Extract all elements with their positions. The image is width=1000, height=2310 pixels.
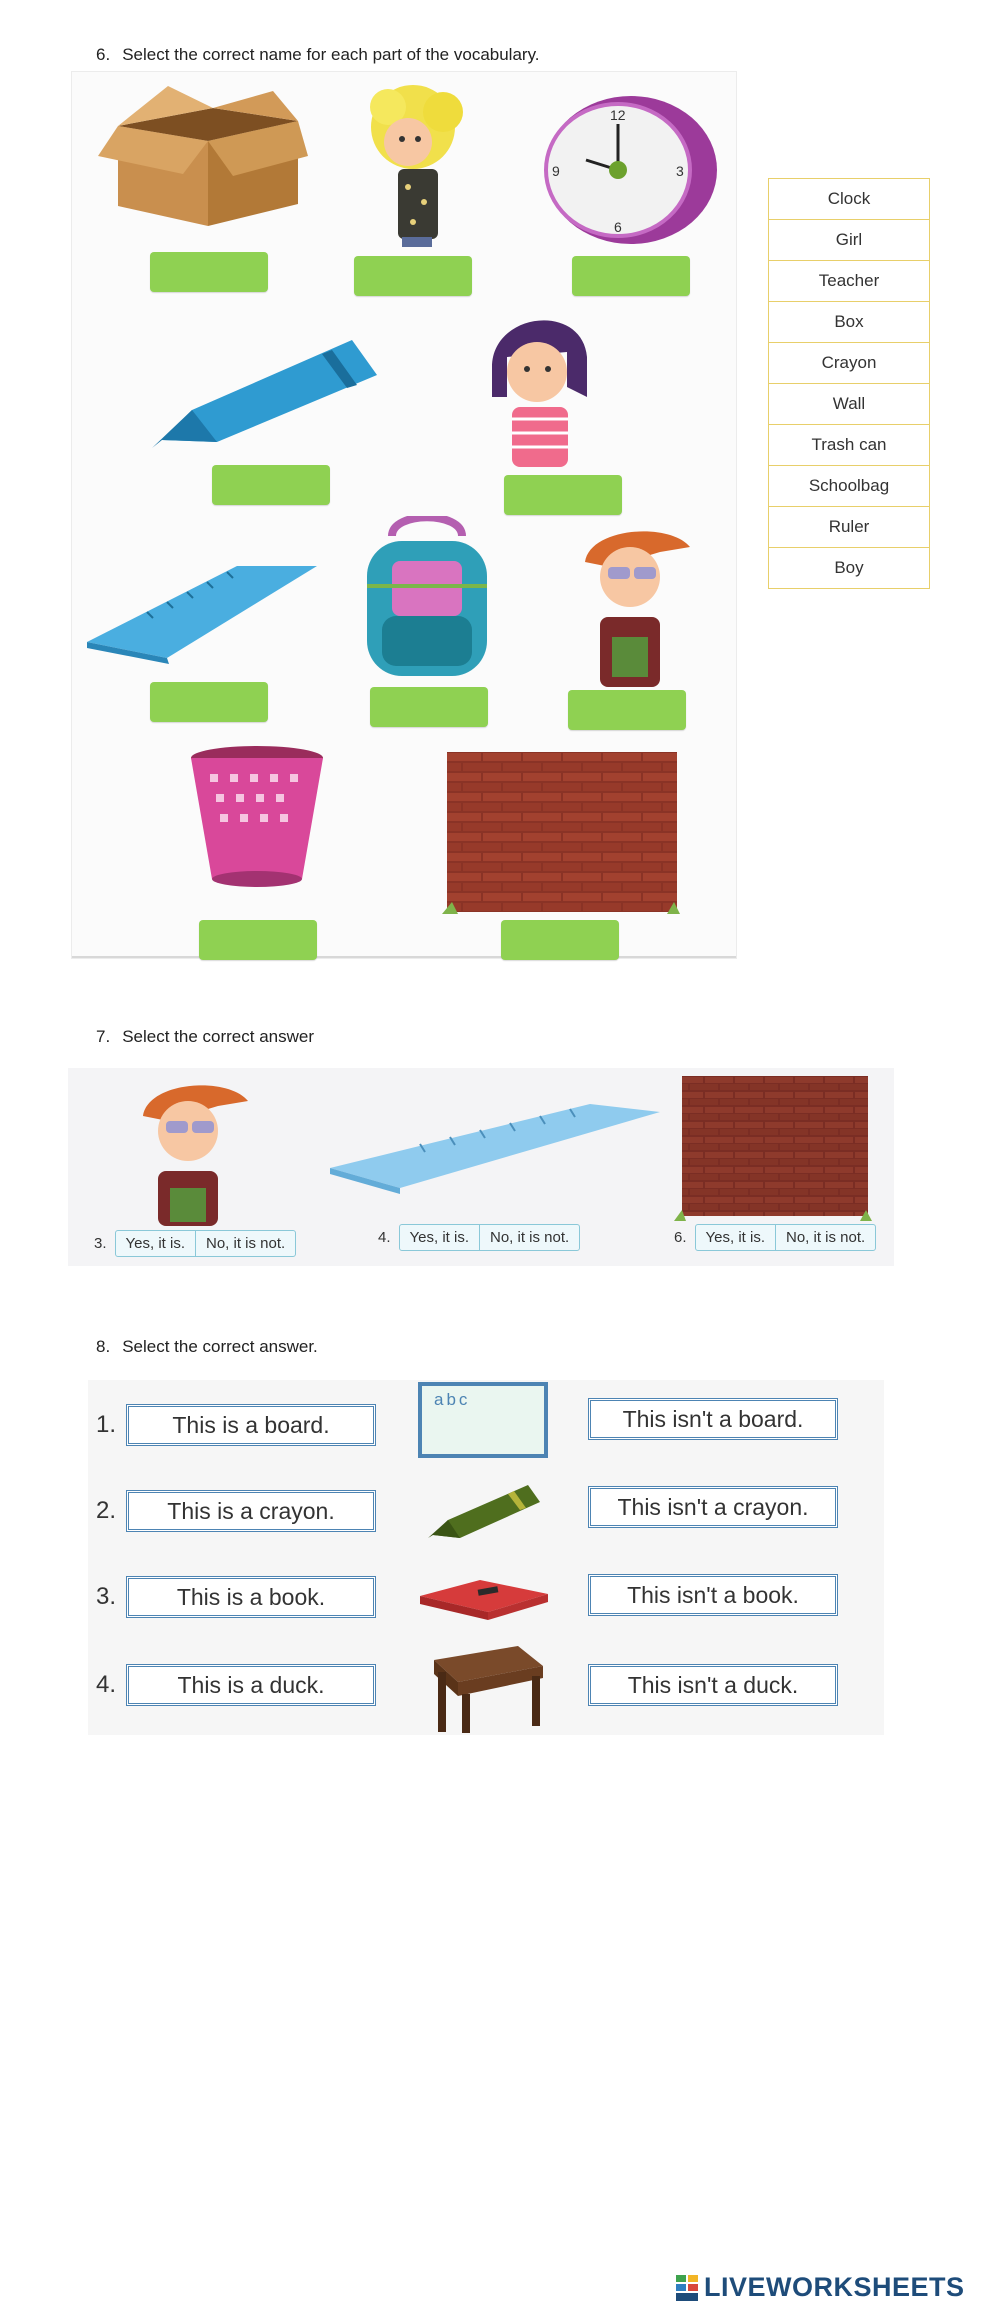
teacher-picture: [128, 1076, 268, 1226]
drop-girl-blonde[interactable]: [354, 256, 472, 296]
drop-clock[interactable]: [572, 256, 690, 296]
q8-row3-left-option[interactable]: This is a book.: [126, 1576, 376, 1618]
q8-row4-right-option[interactable]: This isn't a duck.: [588, 1664, 838, 1706]
word-bank-item-trash-can[interactable]: Trash can: [769, 425, 929, 466]
word-bank-item-girl[interactable]: Girl: [769, 220, 929, 261]
row-number: 4.: [96, 1671, 117, 1698]
no-option[interactable]: No, it is not.: [195, 1231, 295, 1256]
svg-text:6: 6: [614, 219, 622, 235]
q8-row1-right-option[interactable]: This isn't a board.: [588, 1398, 838, 1440]
wall-picture: [674, 1076, 874, 1224]
yes-option[interactable]: Yes, it is.: [705, 1229, 765, 1246]
q7-answer-box: [695, 1224, 877, 1251]
board-text: abc: [434, 1390, 471, 1409]
q8-row1-left-option[interactable]: This is a board.: [126, 1404, 376, 1446]
drop-schoolbag[interactable]: [370, 687, 488, 727]
trash-can-picture: [182, 744, 332, 889]
svg-text:12: 12: [610, 107, 626, 123]
yes-option[interactable]: Yes, it is.: [409, 1229, 469, 1246]
girl-purple-picture: [482, 297, 612, 467]
crayon-picture: [428, 1480, 543, 1540]
brand-name: LIVEWORKSHEETS: [704, 2272, 965, 2302]
girl-blonde-picture: [358, 77, 488, 252]
desk-picture: [428, 1638, 546, 1733]
row-number: 1.: [96, 1411, 117, 1438]
q7-picture-strip: [68, 1068, 894, 1266]
row-number: 3.: [96, 1583, 117, 1610]
svg-text:3: 3: [676, 163, 684, 179]
q7-answer-box: [399, 1224, 581, 1251]
word-bank-item-teacher[interactable]: Teacher: [769, 261, 929, 302]
teacher-picture: [570, 522, 710, 687]
word-bank-item-box[interactable]: Box: [769, 302, 929, 343]
liveworksheets-logo: [676, 2272, 965, 2303]
q7-title: 7. Select the correct answer: [96, 1027, 314, 1046]
drop-box[interactable]: [150, 252, 268, 292]
word-bank-item-clock[interactable]: Clock: [769, 179, 929, 220]
drop-teacher[interactable]: [568, 690, 686, 730]
box-picture: [98, 86, 308, 236]
book-picture: [420, 1572, 550, 1622]
clock-picture: [536, 90, 721, 250]
no-option[interactable]: No, it is not.: [479, 1225, 579, 1250]
board-picture: [418, 1382, 548, 1458]
word-bank-item-schoolbag[interactable]: Schoolbag: [769, 466, 929, 507]
q6-picture-sheet: [72, 72, 736, 958]
drop-trash-can[interactable]: [199, 920, 317, 960]
drop-wall[interactable]: [501, 920, 619, 960]
ruler-picture: [87, 560, 317, 670]
drop-ruler[interactable]: [150, 682, 268, 722]
word-bank-item-crayon[interactable]: Crayon: [769, 343, 929, 384]
q7-answer-box: [115, 1230, 297, 1257]
q8-row2-right-option[interactable]: This isn't a crayon.: [588, 1486, 838, 1528]
schoolbag-picture: [352, 516, 502, 681]
q7-answer-group-3: 3. Yes, it is. No, it is not.: [94, 1230, 296, 1257]
q7-answer-group-6: 6. Yes, it is. No, it is not.: [674, 1224, 876, 1251]
word-bank-item-wall[interactable]: Wall: [769, 384, 929, 425]
q6-title: 6. Select the correct name for each part of the vocabulary.: [96, 45, 540, 64]
crayon-picture: [152, 330, 382, 450]
drop-crayon[interactable]: [212, 465, 330, 505]
q8-row2-left-option[interactable]: This is a crayon.: [126, 1490, 376, 1532]
q8-title: 8. Select the correct answer.: [96, 1337, 318, 1356]
yes-option[interactable]: Yes, it is.: [125, 1235, 185, 1252]
row-number: 2.: [96, 1497, 117, 1524]
drop-girl-purple[interactable]: [504, 475, 622, 515]
word-bank-item-ruler[interactable]: Ruler: [769, 507, 929, 548]
q8-row4-left-option[interactable]: This is a duck.: [126, 1664, 376, 1706]
svg-text:9: 9: [552, 163, 560, 179]
word-bank-item-boy[interactable]: Boy: [834, 558, 864, 577]
q8-row3-right-option[interactable]: This isn't a book.: [588, 1574, 838, 1616]
ruler-picture: [330, 1098, 660, 1198]
word-bank: [768, 178, 930, 589]
liveworksheets-icon: [676, 2275, 698, 2301]
q8-sheet: [88, 1380, 884, 1735]
no-option[interactable]: No, it is not.: [775, 1225, 875, 1250]
wall-picture: [442, 752, 682, 917]
q7-answer-group-4: 4. Yes, it is. No, it is not.: [378, 1224, 580, 1251]
